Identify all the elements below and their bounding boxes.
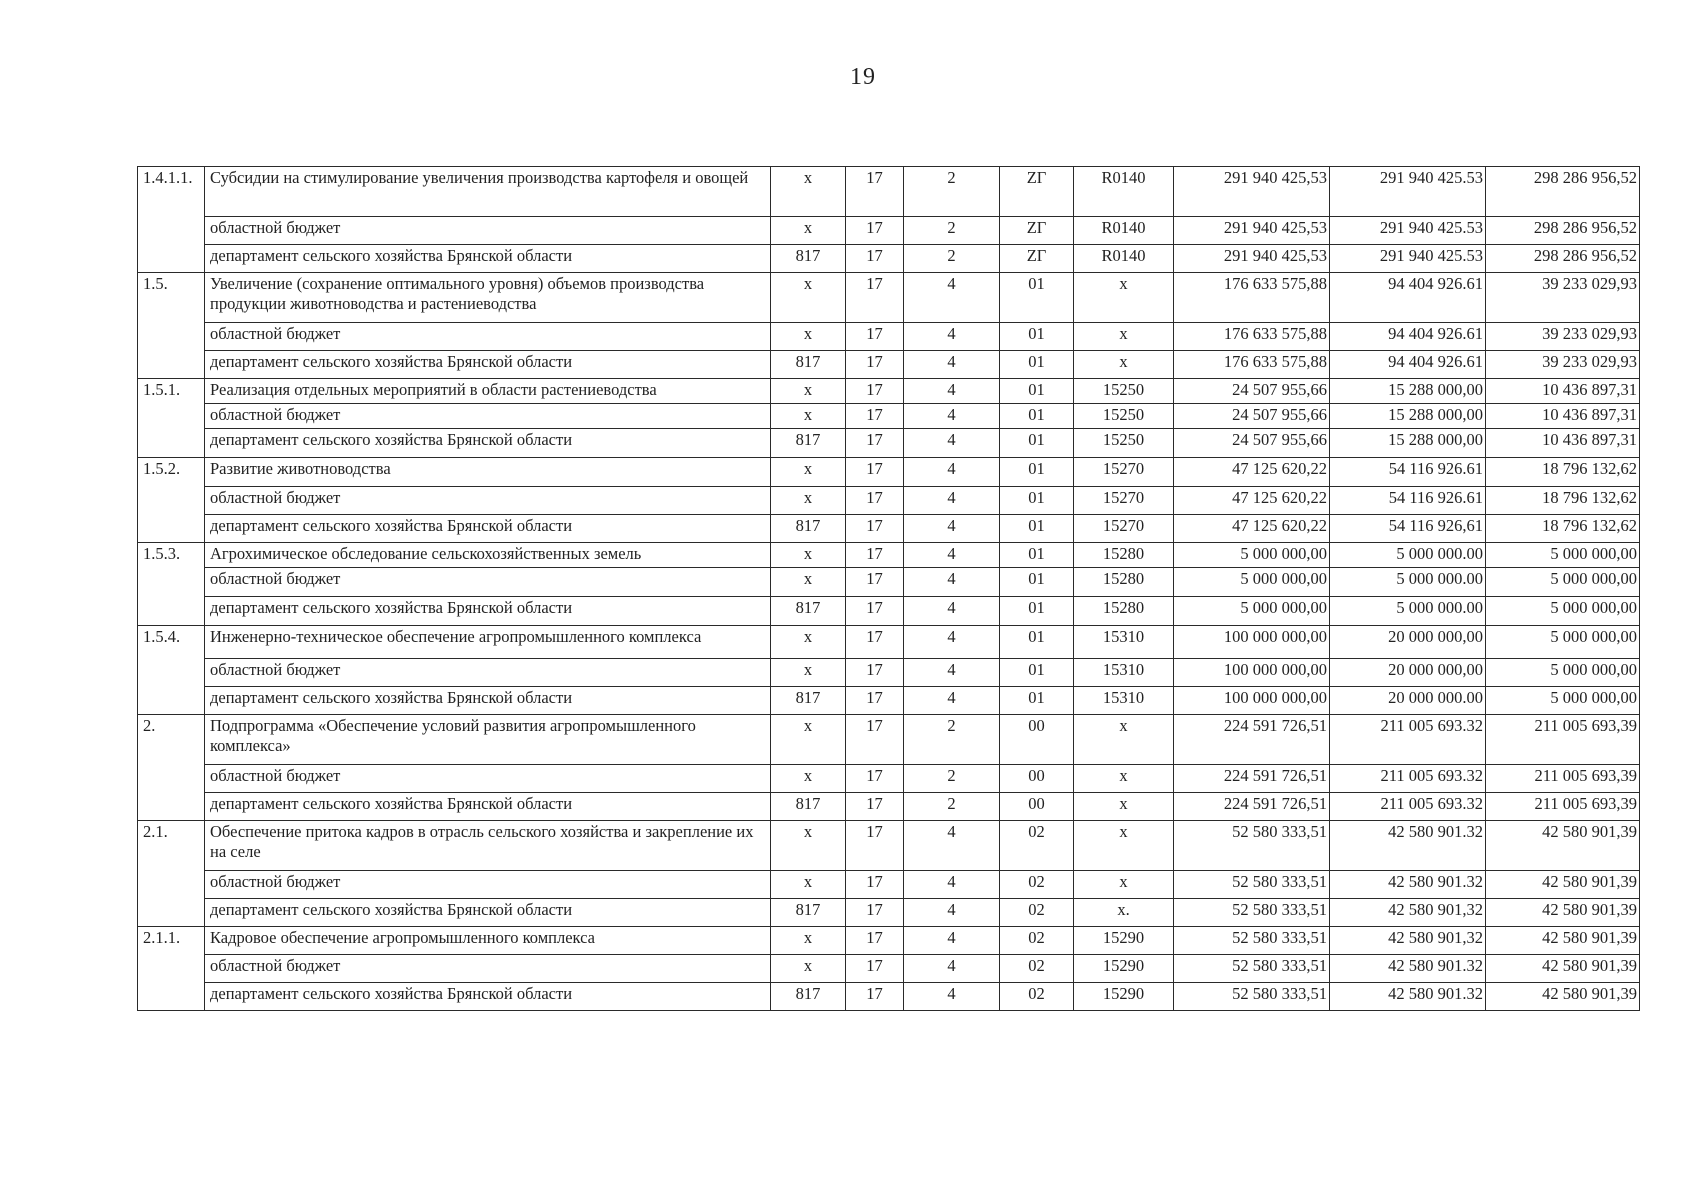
cell-type-code: 4: [904, 323, 1000, 351]
cell-type-code: 4: [904, 273, 1000, 323]
cell-amount-year-1: 100 000 000,00: [1174, 659, 1330, 687]
cell-description: областной бюджет: [205, 323, 771, 351]
cell-admin-code: х: [771, 487, 846, 515]
cell-program-code: 17: [846, 626, 904, 659]
cell-amount-year-1: 47 125 620,22: [1174, 487, 1330, 515]
cell-type-code: 4: [904, 543, 1000, 568]
cell-type-code: 4: [904, 927, 1000, 955]
cell-admin-code: 817: [771, 899, 846, 927]
table-row: [138, 927, 1640, 955]
cell-admin-code: х: [771, 626, 846, 659]
cell-admin-code: х: [771, 568, 846, 597]
cell-amount-year-1: 100 000 000,00: [1174, 626, 1330, 659]
cell-main-event-code: 01: [1000, 659, 1074, 687]
cell-type-code: 4: [904, 597, 1000, 626]
cell-amount-year-3: 39 233 029,93: [1486, 351, 1640, 379]
cell-description: областной бюджет: [205, 217, 771, 245]
cell-main-event-code: ZГ: [1000, 245, 1074, 273]
cell-direction-code: R0140: [1074, 217, 1174, 245]
cell-main-event-code: 00: [1000, 715, 1074, 765]
cell-main-event-code: ZГ: [1000, 167, 1074, 217]
cell-amount-year-3: 39 233 029,93: [1486, 323, 1640, 351]
cell-program-code: 17: [846, 404, 904, 429]
cell-amount-year-3: 42 580 901,39: [1486, 983, 1640, 1011]
table-row: [138, 871, 1640, 899]
cell-amount-year-1: 24 507 955,66: [1174, 379, 1330, 404]
table-row: [138, 626, 1640, 659]
table-row: [138, 404, 1640, 429]
cell-description: областной бюджет: [205, 871, 771, 899]
cell-type-code: 4: [904, 687, 1000, 715]
cell-main-event-code: 02: [1000, 927, 1074, 955]
cell-description: департамент сельского хозяйства Брянской области: [205, 245, 771, 273]
cell-direction-code: 15280: [1074, 568, 1174, 597]
cell-item-number: 2.1.1.: [138, 927, 205, 1011]
cell-direction-code: 15250: [1074, 379, 1174, 404]
cell-amount-year-2: 211 005 693.32: [1330, 765, 1486, 793]
table-row: [138, 821, 1640, 871]
cell-admin-code: х: [771, 765, 846, 793]
cell-amount-year-1: 52 580 333,51: [1174, 821, 1330, 871]
cell-main-event-code: 00: [1000, 793, 1074, 821]
cell-type-code: 4: [904, 429, 1000, 458]
cell-program-code: 17: [846, 351, 904, 379]
cell-amount-year-3: 10 436 897,31: [1486, 429, 1640, 458]
cell-item-number: 2.1.: [138, 821, 205, 927]
cell-description: Реализация отдельных мероприятий в области растениеводства: [205, 379, 771, 404]
cell-main-event-code: 01: [1000, 687, 1074, 715]
cell-amount-year-1: 291 940 425,53: [1174, 245, 1330, 273]
cell-amount-year-2: 5 000 000.00: [1330, 597, 1486, 626]
cell-amount-year-1: 5 000 000,00: [1174, 568, 1330, 597]
cell-amount-year-3: 5 000 000,00: [1486, 597, 1640, 626]
table-row: [138, 597, 1640, 626]
cell-description: Увеличение (сохранение оптимального уровня) объемов производства продукции животноводства и растениеводства: [205, 273, 771, 323]
cell-description: Кадровое обеспечение агропромышленного комплекса: [205, 927, 771, 955]
cell-program-code: 17: [846, 273, 904, 323]
cell-amount-year-3: 42 580 901,39: [1486, 871, 1640, 899]
page-number: 19: [850, 64, 876, 90]
cell-amount-year-1: 291 940 425,53: [1174, 167, 1330, 217]
cell-amount-year-3: 211 005 693,39: [1486, 793, 1640, 821]
cell-admin-code: х: [771, 404, 846, 429]
cell-amount-year-3: 10 436 897,31: [1486, 404, 1640, 429]
table-row: [138, 765, 1640, 793]
table-row: [138, 245, 1640, 273]
cell-main-event-code: 01: [1000, 458, 1074, 487]
cell-main-event-code: 01: [1000, 597, 1074, 626]
cell-item-number: 1.5.4.: [138, 626, 205, 715]
cell-admin-code: х: [771, 715, 846, 765]
cell-main-event-code: 01: [1000, 515, 1074, 543]
table-row: [138, 899, 1640, 927]
cell-program-code: 17: [846, 245, 904, 273]
cell-type-code: 4: [904, 871, 1000, 899]
cell-admin-code: х: [771, 167, 846, 217]
cell-main-event-code: 02: [1000, 871, 1074, 899]
cell-amount-year-1: 24 507 955,66: [1174, 404, 1330, 429]
cell-admin-code: х: [771, 379, 846, 404]
table-row: [138, 217, 1640, 245]
cell-description: Агрохимическое обследование сельскохозяйственных земель: [205, 543, 771, 568]
table-row: [138, 429, 1640, 458]
cell-type-code: 4: [904, 899, 1000, 927]
cell-amount-year-1: 224 591 726,51: [1174, 765, 1330, 793]
cell-amount-year-2: 211 005 693.32: [1330, 715, 1486, 765]
cell-admin-code: х: [771, 821, 846, 871]
cell-admin-code: х: [771, 458, 846, 487]
cell-type-code: 4: [904, 626, 1000, 659]
cell-main-event-code: 02: [1000, 983, 1074, 1011]
cell-type-code: 2: [904, 217, 1000, 245]
cell-direction-code: R0140: [1074, 167, 1174, 217]
table-row: [138, 983, 1640, 1011]
cell-direction-code: х: [1074, 715, 1174, 765]
table-row: [138, 659, 1640, 687]
cell-program-code: 17: [846, 871, 904, 899]
cell-program-code: 17: [846, 167, 904, 217]
cell-description: областной бюджет: [205, 568, 771, 597]
cell-amount-year-3: 5 000 000,00: [1486, 687, 1640, 715]
cell-amount-year-1: 52 580 333,51: [1174, 871, 1330, 899]
cell-amount-year-1: 52 580 333,51: [1174, 955, 1330, 983]
cell-amount-year-1: 52 580 333,51: [1174, 983, 1330, 1011]
cell-direction-code: 15280: [1074, 597, 1174, 626]
cell-amount-year-2: 42 580 901,32: [1330, 927, 1486, 955]
cell-amount-year-2: 211 005 693.32: [1330, 793, 1486, 821]
cell-description: Субсидии на стимулирование увеличения производства картофеля и овощей: [205, 167, 771, 217]
cell-amount-year-2: 291 940 425.53: [1330, 167, 1486, 217]
cell-type-code: 4: [904, 821, 1000, 871]
cell-direction-code: 15270: [1074, 515, 1174, 543]
cell-program-code: 17: [846, 515, 904, 543]
cell-admin-code: х: [771, 659, 846, 687]
cell-amount-year-3: 39 233 029,93: [1486, 273, 1640, 323]
cell-type-code: 4: [904, 568, 1000, 597]
cell-direction-code: 15280: [1074, 543, 1174, 568]
cell-direction-code: х: [1074, 351, 1174, 379]
cell-program-code: 17: [846, 955, 904, 983]
cell-amount-year-1: 5 000 000,00: [1174, 543, 1330, 568]
cell-type-code: 4: [904, 379, 1000, 404]
cell-program-code: 17: [846, 568, 904, 597]
cell-type-code: 2: [904, 245, 1000, 273]
cell-admin-code: 817: [771, 515, 846, 543]
cell-admin-code: х: [771, 955, 846, 983]
cell-amount-year-3: 5 000 000,00: [1486, 626, 1640, 659]
cell-program-code: 17: [846, 458, 904, 487]
cell-direction-code: 15310: [1074, 626, 1174, 659]
cell-type-code: 4: [904, 515, 1000, 543]
cell-amount-year-3: 211 005 693,39: [1486, 715, 1640, 765]
cell-description: департамент сельского хозяйства Брянской области: [205, 351, 771, 379]
cell-amount-year-2: 291 940 425.53: [1330, 217, 1486, 245]
cell-program-code: 17: [846, 429, 904, 458]
cell-program-code: 17: [846, 687, 904, 715]
cell-amount-year-3: 18 796 132,62: [1486, 515, 1640, 543]
cell-amount-year-3: 42 580 901,39: [1486, 927, 1640, 955]
table-row: [138, 487, 1640, 515]
cell-amount-year-1: 224 591 726,51: [1174, 793, 1330, 821]
budget-table: [137, 166, 1640, 1011]
cell-amount-year-1: 176 633 575,88: [1174, 323, 1330, 351]
cell-amount-year-3: 298 286 956,52: [1486, 245, 1640, 273]
cell-program-code: 17: [846, 765, 904, 793]
cell-admin-code: х: [771, 927, 846, 955]
cell-program-code: 17: [846, 793, 904, 821]
table-row: [138, 687, 1640, 715]
cell-amount-year-1: 52 580 333,51: [1174, 899, 1330, 927]
table-row: [138, 543, 1640, 568]
cell-description: департамент сельского хозяйства Брянской области: [205, 515, 771, 543]
cell-amount-year-2: 94 404 926.61: [1330, 323, 1486, 351]
cell-admin-code: 817: [771, 351, 846, 379]
cell-program-code: 17: [846, 927, 904, 955]
cell-amount-year-2: 20 000 000,00: [1330, 659, 1486, 687]
cell-admin-code: 817: [771, 429, 846, 458]
cell-main-event-code: 01: [1000, 273, 1074, 323]
cell-amount-year-2: 42 580 901,32: [1330, 899, 1486, 927]
cell-item-number: 1.4.1.1.: [138, 167, 205, 273]
cell-description: Инженерно-техническое обеспечение агропромышленного комплекса: [205, 626, 771, 659]
cell-main-event-code: 01: [1000, 429, 1074, 458]
cell-description: областной бюджет: [205, 659, 771, 687]
cell-description: Развитие животноводства: [205, 458, 771, 487]
cell-direction-code: 15310: [1074, 687, 1174, 715]
cell-description: департамент сельского хозяйства Брянской области: [205, 429, 771, 458]
table-row: [138, 379, 1640, 404]
cell-amount-year-3: 5 000 000,00: [1486, 543, 1640, 568]
cell-direction-code: 15250: [1074, 404, 1174, 429]
cell-amount-year-2: 42 580 901.32: [1330, 955, 1486, 983]
cell-amount-year-1: 5 000 000,00: [1174, 597, 1330, 626]
cell-direction-code: 15270: [1074, 487, 1174, 515]
cell-type-code: 2: [904, 715, 1000, 765]
cell-admin-code: х: [771, 323, 846, 351]
cell-amount-year-3: 18 796 132,62: [1486, 487, 1640, 515]
cell-main-event-code: 00: [1000, 765, 1074, 793]
cell-amount-year-2: 15 288 000,00: [1330, 404, 1486, 429]
cell-description: областной бюджет: [205, 955, 771, 983]
cell-amount-year-3: 10 436 897,31: [1486, 379, 1640, 404]
cell-program-code: 17: [846, 543, 904, 568]
cell-direction-code: 15290: [1074, 983, 1174, 1011]
cell-main-event-code: 01: [1000, 404, 1074, 429]
cell-amount-year-2: 42 580 901.32: [1330, 871, 1486, 899]
cell-amount-year-1: 224 591 726,51: [1174, 715, 1330, 765]
cell-amount-year-2: 54 116 926.61: [1330, 458, 1486, 487]
cell-item-number: 1.5.2.: [138, 458, 205, 543]
cell-amount-year-3: 18 796 132,62: [1486, 458, 1640, 487]
cell-description: Обеспечение притока кадров в отрасль сельского хозяйства и закрепление их на селе: [205, 821, 771, 871]
cell-program-code: 17: [846, 597, 904, 626]
cell-amount-year-2: 54 116 926.61: [1330, 487, 1486, 515]
cell-main-event-code: 01: [1000, 626, 1074, 659]
cell-admin-code: 817: [771, 597, 846, 626]
cell-amount-year-1: 24 507 955,66: [1174, 429, 1330, 458]
cell-program-code: 17: [846, 217, 904, 245]
cell-type-code: 4: [904, 458, 1000, 487]
cell-type-code: 2: [904, 765, 1000, 793]
cell-main-event-code: 01: [1000, 568, 1074, 597]
cell-description: областной бюджет: [205, 765, 771, 793]
cell-amount-year-2: 94 404 926.61: [1330, 351, 1486, 379]
cell-amount-year-2: 20 000 000.00: [1330, 687, 1486, 715]
cell-type-code: 4: [904, 955, 1000, 983]
cell-description: департамент сельского хозяйства Брянской области: [205, 793, 771, 821]
cell-direction-code: х: [1074, 871, 1174, 899]
cell-type-code: 4: [904, 983, 1000, 1011]
cell-type-code: 2: [904, 793, 1000, 821]
cell-direction-code: х.: [1074, 899, 1174, 927]
cell-amount-year-3: 298 286 956,52: [1486, 217, 1640, 245]
cell-amount-year-1: 291 940 425,53: [1174, 217, 1330, 245]
cell-direction-code: х: [1074, 765, 1174, 793]
cell-main-event-code: 01: [1000, 543, 1074, 568]
cell-admin-code: х: [771, 543, 846, 568]
cell-main-event-code: ZГ: [1000, 217, 1074, 245]
cell-amount-year-1: 100 000 000,00: [1174, 687, 1330, 715]
cell-amount-year-2: 15 288 000,00: [1330, 379, 1486, 404]
cell-main-event-code: 01: [1000, 351, 1074, 379]
cell-program-code: 17: [846, 715, 904, 765]
table-row: [138, 458, 1640, 487]
cell-direction-code: х: [1074, 793, 1174, 821]
cell-amount-year-2: 54 116 926,61: [1330, 515, 1486, 543]
cell-amount-year-3: 298 286 956,52: [1486, 167, 1640, 217]
cell-type-code: 2: [904, 167, 1000, 217]
cell-item-number: 1.5.1.: [138, 379, 205, 458]
cell-amount-year-1: 176 633 575,88: [1174, 273, 1330, 323]
cell-admin-code: 817: [771, 245, 846, 273]
cell-item-number: 1.5.3.: [138, 543, 205, 626]
cell-program-code: 17: [846, 821, 904, 871]
cell-main-event-code: 02: [1000, 821, 1074, 871]
cell-amount-year-2: 94 404 926.61: [1330, 273, 1486, 323]
cell-amount-year-1: 176 633 575,88: [1174, 351, 1330, 379]
cell-amount-year-3: 42 580 901,39: [1486, 955, 1640, 983]
cell-amount-year-2: 15 288 000,00: [1330, 429, 1486, 458]
cell-direction-code: 15290: [1074, 927, 1174, 955]
cell-main-event-code: 02: [1000, 899, 1074, 927]
table-row: [138, 715, 1640, 765]
cell-program-code: 17: [846, 659, 904, 687]
cell-direction-code: х: [1074, 273, 1174, 323]
cell-amount-year-2: 42 580 901.32: [1330, 821, 1486, 871]
table-row: [138, 568, 1640, 597]
table-row: [138, 323, 1640, 351]
cell-amount-year-2: 5 000 000.00: [1330, 543, 1486, 568]
cell-direction-code: 15310: [1074, 659, 1174, 687]
cell-description: департамент сельского хозяйства Брянской области: [205, 899, 771, 927]
cell-program-code: 17: [846, 487, 904, 515]
cell-direction-code: 15250: [1074, 429, 1174, 458]
cell-admin-code: 817: [771, 793, 846, 821]
cell-direction-code: х: [1074, 323, 1174, 351]
cell-amount-year-1: 47 125 620,22: [1174, 458, 1330, 487]
cell-type-code: 4: [904, 659, 1000, 687]
cell-admin-code: х: [771, 217, 846, 245]
cell-type-code: 4: [904, 404, 1000, 429]
cell-program-code: 17: [846, 379, 904, 404]
cell-main-event-code: 01: [1000, 379, 1074, 404]
cell-program-code: 17: [846, 323, 904, 351]
cell-main-event-code: 01: [1000, 323, 1074, 351]
cell-direction-code: 15290: [1074, 955, 1174, 983]
table-row: [138, 273, 1640, 323]
cell-description: Подпрограмма «Обеспечение условий развития агропромышленного комплекса»: [205, 715, 771, 765]
cell-description: департамент сельского хозяйства Брянской области: [205, 597, 771, 626]
cell-description: областной бюджет: [205, 404, 771, 429]
cell-item-number: 2.: [138, 715, 205, 821]
cell-type-code: 4: [904, 351, 1000, 379]
cell-program-code: 17: [846, 983, 904, 1011]
table-row: [138, 955, 1640, 983]
cell-admin-code: х: [771, 871, 846, 899]
table-row: [138, 793, 1640, 821]
cell-program-code: 17: [846, 899, 904, 927]
cell-amount-year-2: 42 580 901.32: [1330, 983, 1486, 1011]
cell-amount-year-1: 52 580 333,51: [1174, 927, 1330, 955]
cell-direction-code: х: [1074, 821, 1174, 871]
cell-amount-year-3: 42 580 901,39: [1486, 899, 1640, 927]
cell-description: департамент сельского хозяйства Брянской области: [205, 983, 771, 1011]
cell-amount-year-2: 20 000 000,00: [1330, 626, 1486, 659]
table-body: [138, 167, 1640, 1011]
table-row: [138, 515, 1640, 543]
cell-main-event-code: 01: [1000, 487, 1074, 515]
cell-amount-year-2: 291 940 425.53: [1330, 245, 1486, 273]
cell-main-event-code: 02: [1000, 955, 1074, 983]
table-row: [138, 167, 1640, 217]
cell-type-code: 4: [904, 487, 1000, 515]
cell-description: департамент сельского хозяйства Брянской области: [205, 687, 771, 715]
cell-description: областной бюджет: [205, 487, 771, 515]
cell-direction-code: 15270: [1074, 458, 1174, 487]
table-row: [138, 351, 1640, 379]
cell-amount-year-1: 47 125 620,22: [1174, 515, 1330, 543]
cell-direction-code: R0140: [1074, 245, 1174, 273]
cell-admin-code: 817: [771, 983, 846, 1011]
cell-amount-year-2: 5 000 000.00: [1330, 568, 1486, 597]
cell-amount-year-3: 5 000 000,00: [1486, 659, 1640, 687]
cell-amount-year-3: 5 000 000,00: [1486, 568, 1640, 597]
cell-amount-year-3: 211 005 693,39: [1486, 765, 1640, 793]
cell-admin-code: х: [771, 273, 846, 323]
cell-item-number: 1.5.: [138, 273, 205, 379]
cell-admin-code: 817: [771, 687, 846, 715]
cell-amount-year-3: 42 580 901,39: [1486, 821, 1640, 871]
